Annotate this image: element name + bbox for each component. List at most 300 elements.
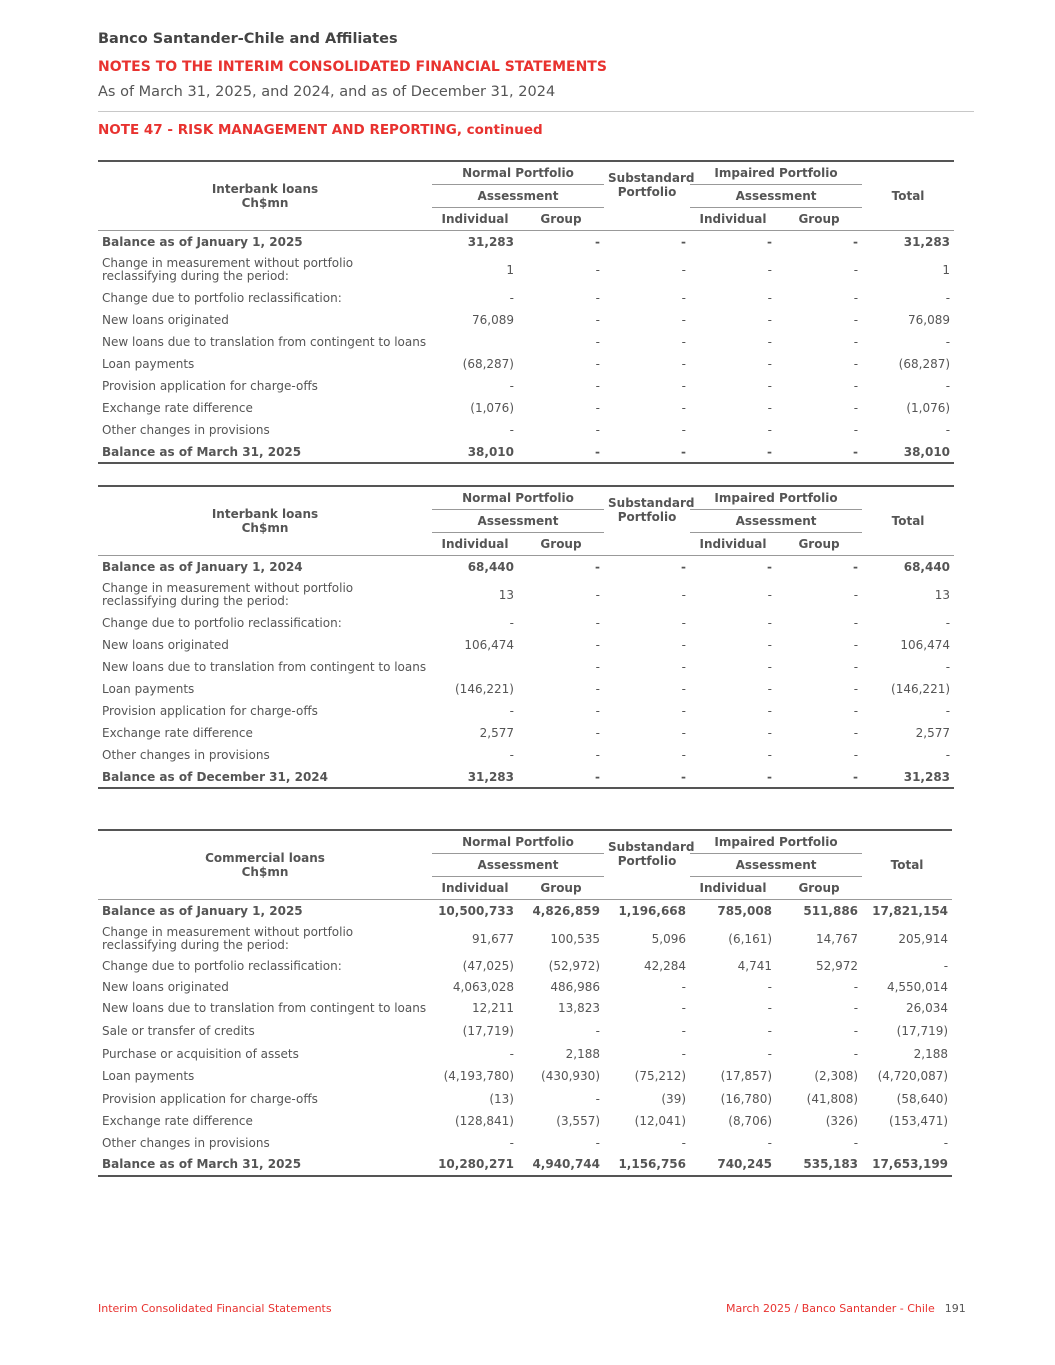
cell-value: (52,972) [548, 959, 601, 973]
row-label: Change in measurement without portfolio reclassifying during the period: [102, 581, 354, 608]
cell-value: (75,212) [634, 1069, 687, 1083]
cell-value: 4,063,028 [452, 979, 514, 994]
cell-value: - [945, 616, 951, 630]
cell-value: - [595, 660, 601, 674]
cell-value: 511,886 [803, 904, 859, 918]
cell-value: (3,557) [556, 1114, 601, 1128]
cell-value: - [853, 616, 859, 630]
cell-value: (58,640) [896, 1091, 949, 1106]
cell-value: - [595, 638, 601, 652]
row-label: Loan payments [102, 682, 195, 696]
cell-value: - [681, 638, 687, 652]
cell-value: 785,008 [717, 904, 773, 918]
row-label-header: Interbank loans Ch$mn [211, 507, 319, 535]
cell-value: (430,930) [541, 1069, 601, 1083]
cell-value: - [681, 1023, 687, 1038]
table-row [98, 656, 954, 678]
cell-value: - [595, 423, 601, 437]
cell-value: - [681, 616, 687, 630]
row-label: Balance as of December 31, 2024 [102, 769, 329, 784]
row-label: Purchase or acquisition of assets [102, 1046, 299, 1061]
row-label: Change due to portfolio reclassification: [102, 291, 342, 305]
table-row [98, 375, 954, 397]
cell-value: (41,808) [806, 1091, 859, 1106]
row-label: Provision application for charge-offs [102, 1091, 318, 1106]
cell-value: 31,283 [903, 235, 951, 249]
cell-value: 1 [506, 263, 514, 277]
normal-assessment-header: Assessment [432, 854, 604, 877]
normal-group-header: Group [540, 212, 582, 226]
cell-value: (1,076) [470, 401, 514, 415]
cell-value: (6,161) [728, 932, 773, 946]
cell-value: - [853, 979, 859, 994]
cell-value: 42,284 [644, 959, 687, 973]
row-label: Provision application for charge-offs [102, 379, 318, 393]
cell-value: - [853, 769, 859, 784]
cell-value: 2,577 [915, 726, 951, 740]
cell-value: (68,287) [898, 357, 951, 371]
cell-value: - [767, 616, 773, 630]
substandard-spacer [604, 877, 690, 900]
table-row [98, 722, 954, 744]
cell-value: 31,283 [467, 235, 514, 249]
row-label: Balance as of March 31, 2025 [102, 444, 302, 459]
cell-value: 68,440 [467, 560, 514, 574]
footer-right [726, 1302, 966, 1315]
cell-value: - [945, 335, 951, 349]
cell-value: - [945, 748, 951, 762]
impaired-group-header: Group [798, 537, 840, 551]
cell-value: - [853, 423, 859, 437]
cell-value: 106,474 [900, 638, 951, 652]
cell-value: (12,041) [634, 1114, 687, 1128]
cell-value: - [681, 769, 687, 784]
cell-value: - [853, 263, 859, 277]
cell-value: - [681, 726, 687, 740]
table-row [98, 253, 954, 287]
cell-value: 100,535 [550, 932, 601, 946]
cell-value: - [595, 748, 601, 762]
normal-group-header: Group [540, 881, 582, 895]
cell-value: - [509, 1046, 514, 1061]
cell-value: (17,857) [720, 1069, 773, 1083]
cell-value: (153,471) [889, 1114, 949, 1128]
cell-value: - [595, 444, 601, 459]
cell-value: - [767, 1135, 773, 1150]
row-label: Change in measurement without portfolio reclassifying during the period: [102, 256, 354, 283]
cell-value: - [681, 235, 687, 249]
cell-value: - [945, 379, 951, 393]
table-row [98, 612, 954, 634]
cell-value: - [853, 1135, 859, 1150]
cell-value: 26,034 [906, 1001, 949, 1015]
impaired-assessment-header: Assessment [690, 510, 862, 533]
cell-value: - [943, 1135, 949, 1150]
table-row [98, 766, 954, 788]
as-of-date: As of March 31, 2025, and 2024, and as of December 31, 2024 [98, 84, 556, 100]
normal-portfolio-header: Normal Portfolio [462, 835, 574, 849]
row-label: Exchange rate difference [102, 1114, 253, 1128]
cell-value: - [681, 1001, 687, 1015]
cell-value: (4,193,780) [443, 1069, 514, 1083]
cell-value: - [853, 682, 859, 696]
cell-value: - [509, 423, 514, 437]
cell-value: 76,089 [472, 313, 514, 327]
table-row [98, 1019, 952, 1042]
table-row [98, 1110, 952, 1132]
normal-individual-header: Individual [441, 212, 509, 226]
cell-value: - [767, 748, 773, 762]
table-row [98, 900, 952, 922]
row-label: Balance as of January 1, 2025 [102, 904, 303, 918]
table-row [98, 353, 954, 375]
normal-assessment-header: Assessment [432, 185, 604, 208]
row-label: Change due to portfolio reclassification: [102, 616, 342, 630]
impaired-portfolio-header: Impaired Portfolio [714, 166, 838, 180]
cell-value: - [595, 560, 601, 574]
table-row [98, 1065, 952, 1087]
total-header: Total [891, 514, 925, 528]
cell-value: - [767, 379, 773, 393]
cell-value: (4,720,087) [877, 1069, 949, 1083]
cell-value: - [853, 1001, 859, 1015]
cell-value: - [681, 660, 687, 674]
impaired-assessment-header: Assessment [690, 185, 862, 208]
cell-value: - [595, 726, 601, 740]
cell-value: - [853, 638, 859, 652]
cell-value: - [681, 444, 687, 459]
row-label: Loan payments [102, 357, 195, 371]
impaired-group-header: Group [798, 881, 840, 895]
cell-value: - [595, 616, 601, 630]
row-label-header: Interbank loans Ch$mn [211, 182, 319, 210]
cell-value: (2,308) [814, 1069, 859, 1083]
cell-value: 13 [934, 588, 951, 602]
cell-value: 38,010 [903, 444, 951, 459]
cell-value: - [853, 1046, 859, 1061]
cell-value: - [595, 682, 601, 696]
cell-value: - [595, 313, 601, 327]
table-row [98, 556, 954, 578]
cell-value: - [767, 560, 773, 574]
cell-value: 4,741 [737, 959, 773, 973]
table-row [98, 744, 954, 766]
cell-value: - [767, 444, 773, 459]
cell-value: - [767, 1023, 773, 1038]
cell-value: - [853, 704, 859, 718]
row-label: New loans originated [102, 979, 229, 994]
cell-value: - [767, 313, 773, 327]
cell-value: 4,940,744 [532, 1157, 601, 1171]
cell-value: (68,287) [462, 357, 514, 371]
header-divider [98, 111, 974, 112]
table-row [98, 634, 954, 656]
row-label: Other changes in provisions [102, 423, 270, 437]
impaired-portfolio-header: Impaired Portfolio [714, 491, 838, 505]
cell-value: - [681, 704, 687, 718]
cell-value: 205,914 [898, 932, 949, 946]
row-label: Other changes in provisions [102, 748, 270, 762]
row-label: Balance as of March 31, 2025 [102, 1157, 302, 1171]
cell-value: 2,188 [913, 1046, 949, 1061]
cell-value: (13) [489, 1091, 514, 1106]
substandard-spacer [604, 533, 690, 556]
cell-value: - [681, 748, 687, 762]
table-row [98, 678, 954, 700]
cell-value: - [767, 726, 773, 740]
cell-value: - [767, 401, 773, 415]
cell-value: - [853, 560, 859, 574]
cell-value: 1 [942, 263, 951, 277]
cell-value: 2,188 [565, 1046, 601, 1061]
cell-value: - [595, 588, 601, 602]
cell-value: - [853, 660, 859, 674]
cell-value: 14,767 [816, 932, 859, 946]
cell-value: - [595, 335, 601, 349]
cell-value: - [595, 769, 601, 784]
cell-value: - [681, 979, 687, 994]
cell-value: 13 [498, 588, 514, 602]
cell-value: - [767, 357, 773, 371]
cell-value: - [681, 357, 687, 371]
cell-value: - [595, 401, 601, 415]
cell-value: 17,821,154 [872, 904, 949, 918]
cell-value: 106,474 [464, 638, 514, 652]
total-header: Total [891, 189, 925, 203]
cell-value: 486,986 [550, 979, 601, 994]
total-header: Total [890, 858, 924, 872]
row-label: Other changes in provisions [102, 1135, 270, 1150]
cell-value: - [509, 704, 514, 718]
normal-individual-header: Individual [441, 537, 509, 551]
table-row [98, 231, 954, 253]
cell-value: - [681, 401, 687, 415]
normal-portfolio-header: Normal Portfolio [462, 166, 574, 180]
cell-value: - [681, 1046, 687, 1061]
row-label: New loans originated [102, 638, 229, 652]
cell-value: - [595, 263, 601, 277]
cell-value: (17,719) [462, 1023, 514, 1038]
cell-value: (17,719) [896, 1023, 949, 1038]
cell-value: 4,826,859 [532, 904, 601, 918]
cell-value: - [681, 682, 687, 696]
row-label: New loans originated [102, 313, 229, 327]
cell-value: - [767, 423, 773, 437]
cell-value: - [595, 291, 601, 305]
cell-value: - [595, 1135, 601, 1150]
impaired-group-header: Group [798, 212, 840, 226]
cell-value: - [595, 379, 601, 393]
cell-value: - [767, 638, 773, 652]
cell-value: - [595, 704, 601, 718]
cell-value: - [767, 769, 773, 784]
cell-value: - [681, 423, 687, 437]
cell-value: - [853, 1023, 859, 1038]
table-row [98, 956, 952, 976]
cell-value [432, 656, 518, 678]
table-row [98, 419, 954, 441]
cell-value: - [767, 588, 773, 602]
cell-value [432, 331, 518, 353]
cell-value: (39) [661, 1091, 687, 1106]
impaired-assessment-header: Assessment [690, 854, 862, 877]
table-row [98, 441, 954, 463]
rollforward-table-3 [98, 829, 952, 1177]
cell-value: - [943, 959, 949, 973]
cell-value: 1,196,668 [618, 904, 687, 918]
table-row [98, 1153, 952, 1176]
cell-value: - [853, 748, 859, 762]
notes-title: NOTES TO THE INTERIM CONSOLIDATED FINANCIAL STATEMENTS [98, 59, 607, 75]
footer-publication: March 2025 / Banco Santander - Chile [726, 1302, 935, 1315]
substandard-header: Substandard Portfolio [608, 170, 695, 199]
cell-value: - [509, 1135, 514, 1150]
table-row [98, 1132, 952, 1153]
impaired-individual-header: Individual [699, 212, 767, 226]
cell-value: - [595, 357, 601, 371]
cell-value: 12,211 [472, 1001, 514, 1015]
cell-value: - [853, 401, 859, 415]
cell-value: - [853, 379, 859, 393]
row-label: Balance as of January 1, 2024 [102, 560, 303, 574]
normal-assessment-header: Assessment [432, 510, 604, 533]
cell-value: - [767, 682, 773, 696]
cell-value: - [681, 291, 687, 305]
cell-value: (1,076) [906, 401, 951, 415]
row-label: Exchange rate difference [102, 726, 253, 740]
cell-value: - [853, 313, 859, 327]
cell-value: - [681, 1135, 687, 1150]
cell-value: (128,841) [455, 1114, 514, 1128]
cell-value: - [767, 979, 773, 994]
impaired-portfolio-header: Impaired Portfolio [714, 835, 838, 849]
row-label-header: Commercial loans Ch$mn [205, 851, 325, 879]
cell-value: 17,653,199 [872, 1157, 949, 1171]
page-number: 191 [944, 1302, 966, 1315]
table-row [98, 1087, 952, 1110]
cell-value: - [681, 263, 687, 277]
cell-value: - [853, 444, 859, 459]
row-label: New loans due to translation from contingent to loans [102, 660, 427, 674]
cell-value: - [595, 1023, 601, 1038]
table-row [98, 976, 952, 997]
cell-value: - [853, 335, 859, 349]
cell-value: - [681, 379, 687, 393]
cell-value: 4,550,014 [886, 979, 949, 994]
substandard-header: Substandard Portfolio [608, 495, 695, 524]
rollforward-table-2 [98, 485, 954, 789]
normal-individual-header: Individual [441, 881, 509, 895]
cell-value: - [595, 235, 601, 249]
cell-value: - [853, 726, 859, 740]
table-row [98, 578, 954, 612]
table-row [98, 397, 954, 419]
row-label: Change in measurement without portfolio reclassifying during the period: [102, 925, 354, 952]
row-label: Loan payments [102, 1069, 195, 1083]
cell-value: (146,221) [455, 682, 514, 696]
cell-value: (47,025) [462, 959, 514, 973]
cell-value: 91,677 [472, 932, 514, 946]
table-row [98, 309, 954, 331]
substandard-header: Substandard Portfolio [608, 839, 695, 868]
row-label: New loans due to translation from contingent to loans [102, 335, 427, 349]
impaired-individual-header: Individual [699, 537, 767, 551]
normal-group-header: Group [540, 537, 582, 551]
table-row [98, 287, 954, 309]
cell-value: - [767, 291, 773, 305]
impaired-individual-header: Individual [699, 881, 767, 895]
cell-value: - [767, 1001, 773, 1015]
company-name: Banco Santander-Chile and Affiliates [98, 31, 398, 47]
table-row [98, 331, 954, 353]
cell-value: - [767, 263, 773, 277]
cell-value: - [853, 588, 859, 602]
cell-value: - [509, 379, 514, 393]
row-label: Sale or transfer of credits [102, 1023, 255, 1038]
table-row [98, 1042, 952, 1065]
table-row [98, 700, 954, 722]
cell-value: 740,245 [717, 1157, 773, 1171]
cell-value: 31,283 [467, 769, 514, 784]
cell-value: 535,183 [803, 1157, 859, 1171]
cell-value: - [853, 357, 859, 371]
cell-value: - [767, 1046, 773, 1061]
cell-value: - [945, 704, 951, 718]
cell-value: 76,089 [908, 313, 951, 327]
cell-value: - [767, 235, 773, 249]
cell-value: - [767, 335, 773, 349]
cell-value: - [945, 660, 951, 674]
row-label: Exchange rate difference [102, 401, 253, 415]
cell-value: - [681, 313, 687, 327]
normal-portfolio-header: Normal Portfolio [462, 491, 574, 505]
cell-value: - [595, 1091, 601, 1106]
footer-left: Interim Consolidated Financial Statements [98, 1302, 332, 1315]
cell-value: - [681, 588, 687, 602]
table-row [98, 997, 952, 1019]
cell-value: 13,823 [558, 1001, 601, 1015]
row-label: Change due to portfolio reclassification: [102, 959, 342, 973]
rollforward-table-1 [98, 160, 954, 464]
cell-value: - [681, 335, 687, 349]
cell-value: 10,280,271 [438, 1157, 514, 1171]
cell-value: - [945, 423, 951, 437]
cell-value: (146,221) [891, 682, 951, 696]
table-row [98, 922, 952, 956]
cell-value: - [509, 291, 514, 305]
cell-value: - [767, 660, 773, 674]
row-label: Balance as of January 1, 2025 [102, 235, 303, 249]
row-label: Provision application for charge-offs [102, 704, 318, 718]
cell-value: - [681, 560, 687, 574]
row-label: New loans due to translation from contingent to loans [102, 1001, 427, 1015]
cell-value: 1,156,756 [618, 1157, 687, 1171]
cell-value: - [509, 748, 514, 762]
cell-value: 52,972 [816, 959, 859, 973]
cell-value: - [509, 616, 514, 630]
cell-value: 5,096 [651, 932, 687, 946]
cell-value: 10,500,733 [438, 904, 514, 918]
note-title: NOTE 47 - RISK MANAGEMENT AND REPORTING, continued [98, 122, 543, 138]
cell-value: - [945, 291, 951, 305]
cell-value: 68,440 [903, 560, 951, 574]
cell-value: - [853, 235, 859, 249]
cell-value: 38,010 [467, 444, 514, 459]
cell-value: (16,780) [720, 1091, 773, 1106]
cell-value: - [853, 291, 859, 305]
cell-value: (326) [825, 1114, 859, 1128]
substandard-spacer [604, 208, 690, 231]
